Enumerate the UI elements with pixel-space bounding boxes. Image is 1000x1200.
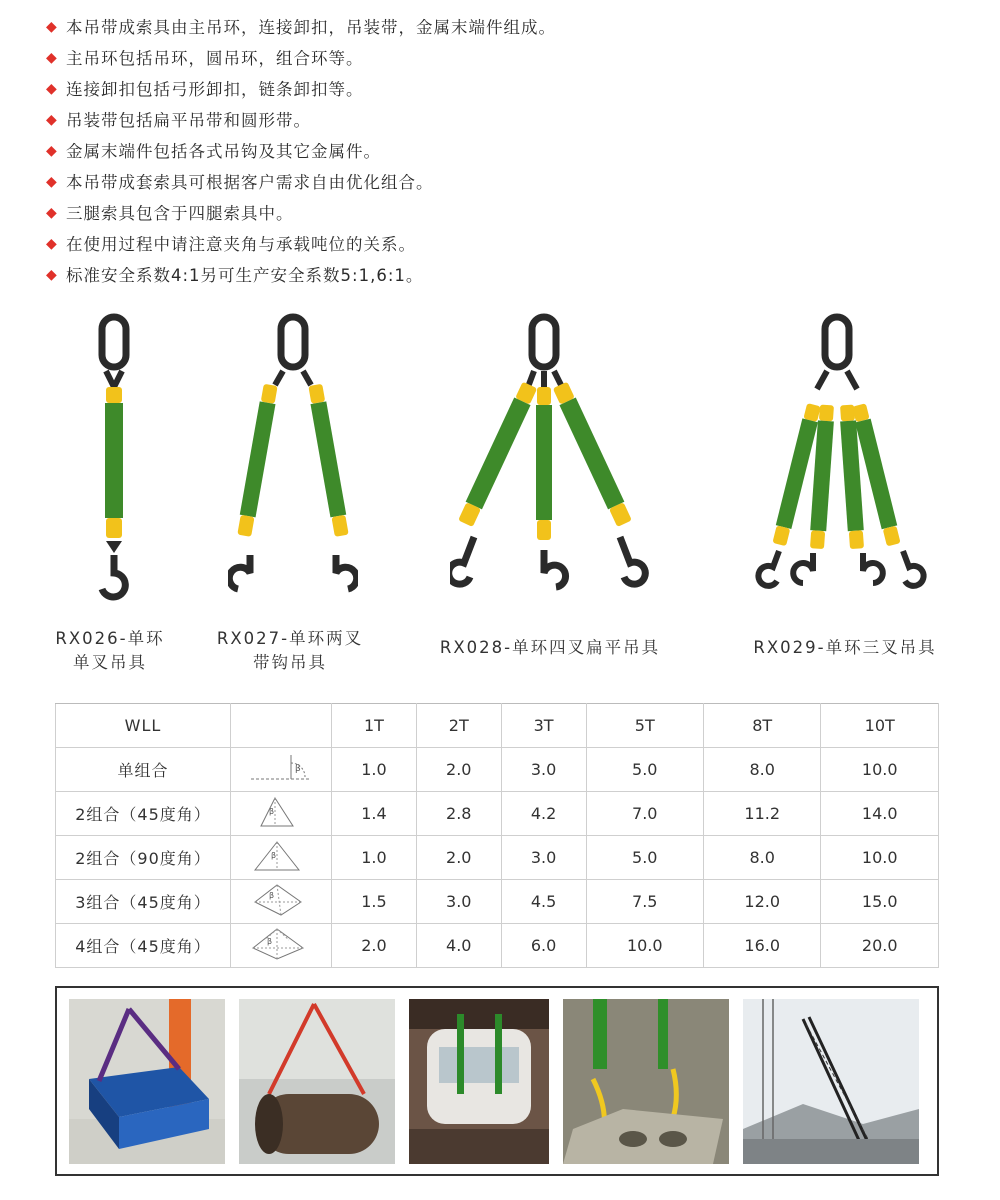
wll-table — [55, 703, 939, 968]
table-cell: 3.0 — [501, 748, 586, 792]
table-cell: 3.0 — [501, 836, 586, 880]
row-label: 单组合 — [56, 748, 231, 792]
feature-item: ◆ 本吊带成套索具可根据客户需求自由优化组合。 — [46, 167, 556, 198]
table-cell: 4.5 — [501, 880, 586, 924]
table-cell: 1.0 — [332, 836, 417, 880]
three-leg-sling-icon — [450, 305, 650, 605]
table-cell: 2.8 — [416, 792, 501, 836]
product-rx027-image — [228, 305, 358, 605]
svg-text:β: β — [269, 890, 275, 900]
table-cell: 15.0 — [821, 880, 939, 924]
two-leg-90-diagram-icon — [231, 836, 332, 880]
feature-item: ◆ 金属末端件包括各式吊钩及其它金属件。 — [46, 136, 556, 167]
diamond-bullet-icon: ◆ — [46, 50, 58, 66]
two-leg-sling-icon — [228, 305, 358, 605]
diagram-header — [231, 704, 332, 748]
two-leg-45-diagram-icon — [231, 792, 332, 836]
row-label: 2组合（45度角） — [56, 792, 231, 836]
diamond-bullet-icon: ◆ — [46, 205, 58, 221]
row-label: 3组合（45度角） — [56, 880, 231, 924]
table-row — [56, 924, 939, 968]
product-rx026-image — [80, 305, 150, 605]
roller-lift-photo — [239, 999, 395, 1164]
table-cell: 2.0 — [332, 924, 417, 968]
table-cell: 12.0 — [704, 880, 821, 924]
table-cell: 7.5 — [586, 880, 703, 924]
product-rx029-image — [755, 305, 935, 605]
table-cell: 14.0 — [821, 792, 939, 836]
rail-car-lift-photo — [409, 999, 549, 1164]
feature-item: ◆ 主吊环包括吊环，圆吊环，组合环等。 — [46, 43, 556, 74]
table-cell: 1.5 — [332, 880, 417, 924]
table-cell: 1.4 — [332, 792, 417, 836]
table-row — [56, 880, 939, 924]
single-leg-diagram-icon — [231, 748, 332, 792]
diamond-bullet-icon: ◆ — [46, 236, 58, 252]
feature-item: ◆ 连接卸扣包括弓形卸扣，链条卸扣等。 — [46, 74, 556, 105]
blue-container-lift-photo — [69, 999, 225, 1164]
feature-item: ◆ 三腿索具包含于四腿索具中。 — [46, 198, 556, 229]
table-cell: 7.0 — [586, 792, 703, 836]
table-cell: 10.0 — [821, 748, 939, 792]
casting-lift-photo — [563, 999, 729, 1164]
table-row — [56, 792, 939, 836]
table-row — [56, 748, 939, 792]
four-leg-45-diagram-icon — [231, 924, 332, 968]
four-leg-sling-icon — [755, 305, 935, 605]
diamond-bullet-icon: ◆ — [46, 143, 58, 159]
svg-text:β: β — [267, 936, 273, 946]
capacity-header: 3T — [501, 704, 586, 748]
capacity-header: 8T — [704, 704, 821, 748]
wll-header: WLL — [56, 704, 231, 748]
svg-text:β: β — [269, 806, 275, 816]
product-caption-rx026: RX026-单环 单叉吊具 — [55, 629, 165, 672]
single-leg-sling-icon — [80, 305, 150, 605]
diamond-bullet-icon: ◆ — [46, 112, 58, 128]
table-cell: 2.0 — [416, 748, 501, 792]
capacity-header: 2T — [416, 704, 501, 748]
svg-text:β: β — [271, 850, 277, 860]
diamond-bullet-icon: ◆ — [46, 174, 58, 190]
table-cell: 4.0 — [416, 924, 501, 968]
diamond-bullet-icon: ◆ — [46, 267, 58, 283]
table-cell: 6.0 — [501, 924, 586, 968]
table-cell: 2.0 — [416, 836, 501, 880]
feature-item: ◆ 在使用过程中请注意夹角与承载吨位的关系。 — [46, 229, 556, 260]
table-cell: 3.0 — [416, 880, 501, 924]
svg-text:β: β — [295, 763, 301, 774]
table-cell: 8.0 — [704, 748, 821, 792]
product-caption-rx029: RX029-单环三叉吊具 — [753, 638, 937, 657]
diamond-bullet-icon: ◆ — [46, 19, 58, 35]
table-cell: 10.0 — [586, 924, 703, 968]
capacity-header: 1T — [332, 704, 417, 748]
table-cell: 4.2 — [501, 792, 586, 836]
product-caption-rx028: RX028-单环四叉扁平吊具 — [439, 638, 661, 657]
three-leg-45-diagram-icon — [231, 880, 332, 924]
feature-item: ◆ 吊装带包括扁平吊带和圆形带。 — [46, 105, 556, 136]
capacity-header: 5T — [586, 704, 703, 748]
table-cell: 20.0 — [821, 924, 939, 968]
table-cell: 5.0 — [586, 836, 703, 880]
application-photos — [55, 986, 939, 1176]
table-cell: 16.0 — [704, 924, 821, 968]
table-cell: 5.0 — [586, 748, 703, 792]
diamond-bullet-icon: ◆ — [46, 81, 58, 97]
table-cell: 11.2 — [704, 792, 821, 836]
feature-item: ◆ 本吊带成索具由主吊环，连接卸扣，吊装带，金属末端件组成。 — [46, 12, 556, 43]
product-rx028-image — [450, 305, 650, 605]
table-row — [56, 836, 939, 880]
product-caption-rx027: RX027-单环两叉 带钩吊具 — [216, 629, 364, 672]
crane-site-photo — [743, 999, 919, 1164]
row-label: 4组合（45度角） — [56, 924, 231, 968]
capacity-header: 10T — [821, 704, 939, 748]
table-cell: 10.0 — [821, 836, 939, 880]
table-header-row — [56, 704, 939, 748]
feature-list — [46, 12, 556, 291]
feature-item: ◆ 标准安全系数4:1另可生产安全系数5:1,6:1。 — [46, 260, 556, 291]
row-label: 2组合（90度角） — [56, 836, 231, 880]
table-cell: 8.0 — [704, 836, 821, 880]
table-cell: 1.0 — [332, 748, 417, 792]
